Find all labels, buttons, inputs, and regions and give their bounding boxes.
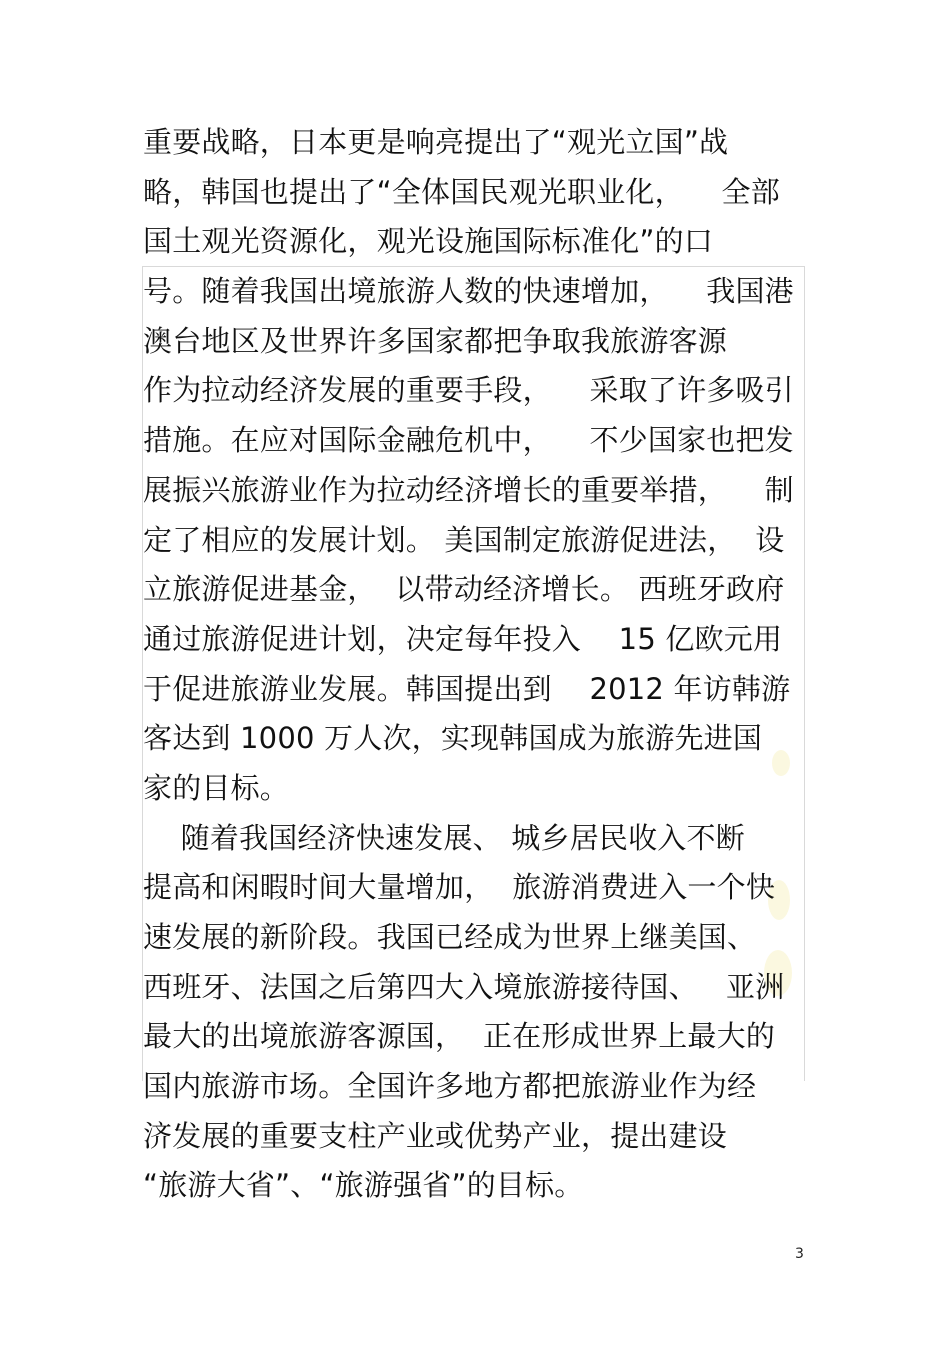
body-text (143, 118, 805, 1211)
text-line: 定了相应的发展计划。 美国制定旅游促进法， 设 (143, 522, 785, 557)
text-line: 展振兴旅游业作为拉动经济增长的重要举措， 制 (143, 472, 794, 507)
text-line: 西班牙、法国之后第四大入境旅游接待国、 亚洲 (143, 969, 785, 1004)
text-line: 家的目标。 (143, 770, 290, 805)
text-line: 最大的出境旅游客源国， 正在形成世界上最大的 (143, 1019, 776, 1054)
text-line: 国土观光资源化，观光设施国际标准化”的口 (143, 224, 714, 259)
text-line: 客达到 1000 万人次，实现韩国成为旅游先进国 (143, 721, 763, 756)
text-line: 略，韩国也提出了“全体国民观光职业化， 全部 (143, 174, 780, 209)
text-line: “旅游大省”、“旅游强省”的目标。 (143, 1168, 584, 1203)
text-line: 国内旅游市场。全国许多地方都把旅游业作为经 (143, 1069, 757, 1104)
text-line: 随着我国经济快速发展、 城乡居民收入不断 (143, 820, 745, 855)
text-line: 立旅游促进基金， 以带动经济增长。 西班牙政府 (143, 572, 785, 607)
text-line: 澳台地区及世界许多国家都把争取我旅游客源 (143, 323, 728, 358)
text-line: 措施。在应对国际金融危机中， 不少国家也把发 (143, 423, 794, 458)
text-line: 号。随着我国出境旅游人数的快速增加， 我国港 (143, 274, 794, 309)
text-line: 济发展的重要支柱产业或优势产业，提出建设 (143, 1118, 728, 1153)
text-line: 速发展的新阶段。我国已经成为世界上继美国、 (143, 920, 757, 954)
text-line: 提高和闲暇时间大量增加， 旅游消费进入一个快 (143, 870, 776, 905)
text-line: 重要战略，日本更是响亮提出了“观光立国”战 (143, 125, 729, 159)
text-line: 通过旅游促进计划，决定每年投入 15 亿欧元用 (143, 621, 783, 656)
text-line: 作为拉动经济发展的重要手段， 采取了许多吸引 (143, 373, 794, 408)
page-number: 3 (795, 1246, 804, 1262)
text-line: 于促进旅游业发展。韩国提出到 2012 年访韩游 (143, 671, 791, 706)
